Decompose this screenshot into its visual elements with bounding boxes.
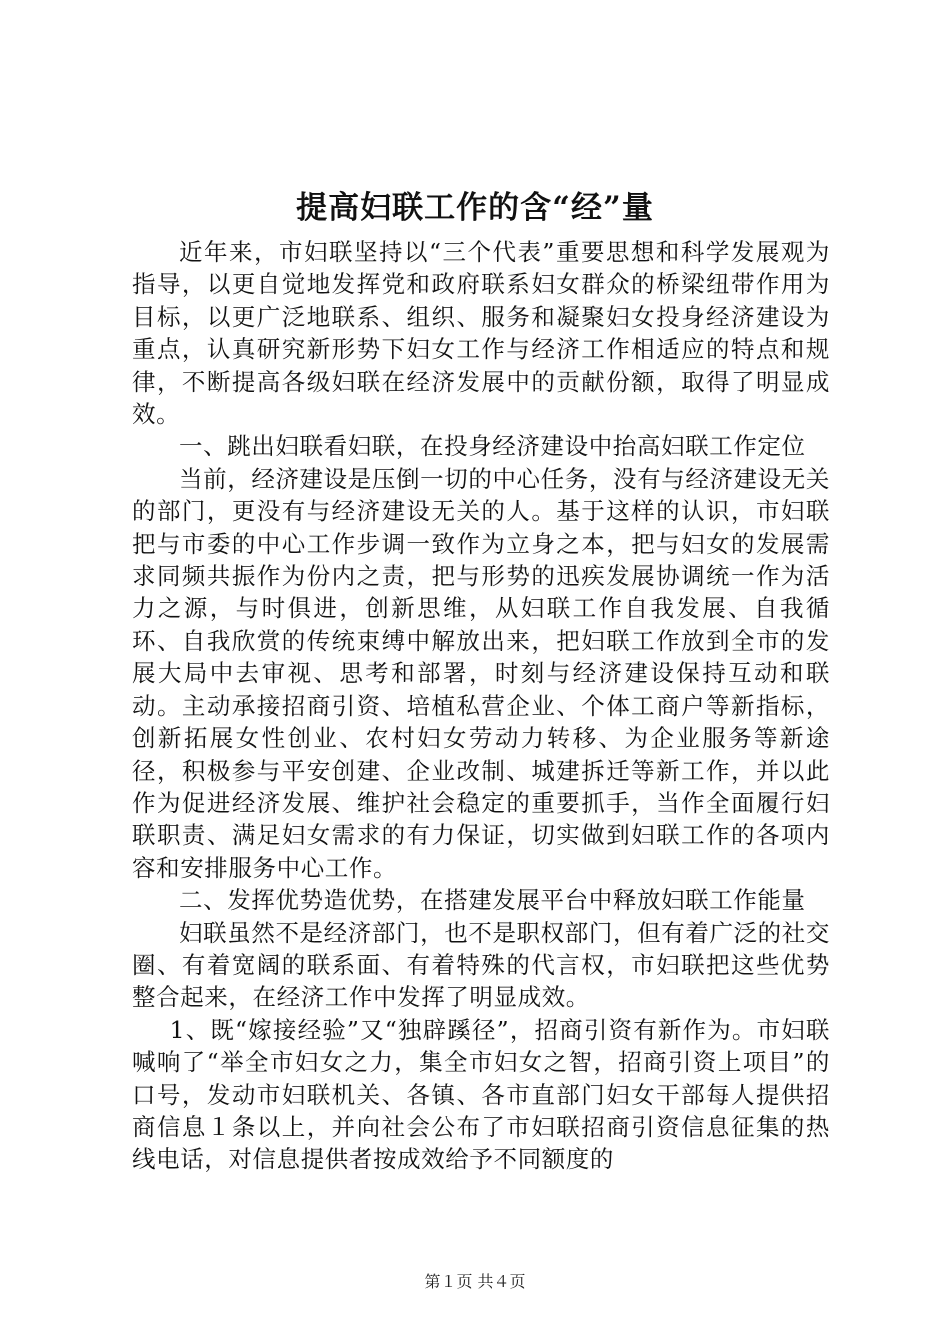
paragraph-section-1: 当前，经济建设是压倒一切的中心任务，没有与经济建设无关的部门，更没有与经济建设无关的人。基于这样的认识，市妇联把与市委的中心工作步调一致作为立身之本，把与妇女的发展需求同频共振作为份内之责，把与形势的迅疾发展协调统一作为活力之源，与时俱进，创新思维，从妇联工作自我发展、自我循环、自我欣赏的传统束缚中解放出来，把妇联工作放到全市的发展大局中去审视、思考和部署，时刻与经济建设保持互动和联动。主动承接招商引资、培植私营企业、个体工商户等新指标，创新拓展女性创业、农村妇女劳动力转移、为企业服务等新途径，积极参与平安创建、企业改制、城建拆迁等新工作，并以此作为促进经济发展、维护社会稳定的重要抓手，当作全面履行妇联职责、满足妇女需求的有力保证，切实做到妇联工作的各项内容和安排服务中心工作。 — [132, 464, 830, 882]
section-heading-2: 二、发挥优势造优势，在搭建发展平台中释放妇联工作能量 — [179, 886, 806, 915]
document-title: 提高妇联工作的含“经”量 — [296, 190, 654, 226]
section-heading-1: 一、跳出妇联看妇联，在投身经济建设中抬高妇联工作定位 — [179, 432, 806, 461]
paragraph-item-1: 1、既“嫁接经验”又“独辟蹊径”，招商引资有新作为。市妇联喊响了“举全市妇女之力，集全市妇女之智，招商引资上项目”的口号，发动市妇联机关、各镇、各市直部门妇女干部每人提供招商信息１条以上，并向社会公布了市妇联招商引资信息征集的热线电话，对信息提供者按成效给予不同额度的 — [132, 1015, 830, 1174]
paragraph-section-2: 妇联虽然不是经济部门，也不是职权部门，但有着广泛的社交圈、有着宽阔的联系面、有着特殊的代言权，市妇联把这些优势整合起来，在经济工作中发挥了明显成效。 — [132, 918, 830, 1012]
document-body — [132, 236, 830, 1176]
paragraph-intro: 近年来，市妇联坚持以“三个代表”重要思想和科学发展观为指导，以更自觉地发挥党和政府联系妇女群众的桥梁纽带作用为目标，以更广泛地联系、组织、服务和凝聚妇女投身经济建设为重点，认真研究新形势下妇女工作与经济工作相适应的特点和规律，不断提高各级妇联在经济发展中的贡献份额，取得了明显成效。 — [132, 238, 830, 429]
page-footer: 第１页 共４页 — [424, 1272, 526, 1291]
